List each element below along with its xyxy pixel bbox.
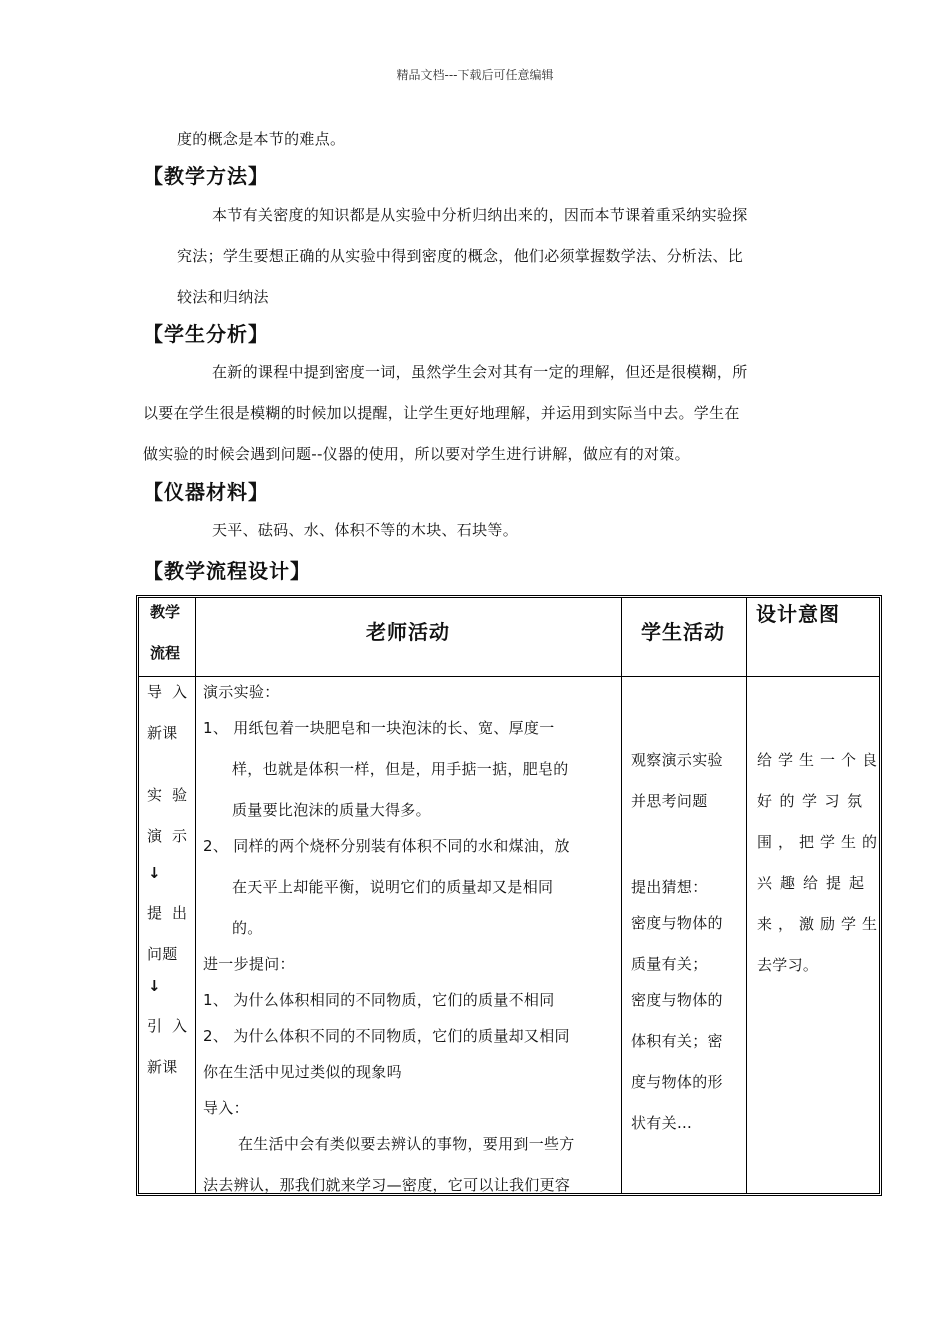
down-arrow-icon: ↓: [148, 977, 161, 995]
student-activity-line: 并思考问题: [631, 792, 708, 810]
process-step: 实验: [147, 786, 198, 804]
student-activity-line: 状有关…: [631, 1114, 693, 1132]
method-line-1: 本节有关密度的知识都是从实验中分析归纳出来的，因而本节课着重采纳实验探: [212, 206, 748, 224]
section-heading-teaching-method: 【教学方法】: [143, 164, 269, 188]
student-activity-line: 密度与物体的: [631, 914, 723, 932]
student-activity-line: 体积有关；密: [631, 1032, 723, 1050]
teacher-activity-line: 质量要比泡沫的质量大得多。: [232, 801, 431, 819]
students-line-1: 在新的课程中提到密度一词，虽然学生会对其有一定的理解，但还是很模糊，所: [212, 363, 748, 381]
teacher-activity-line: 法去辨认，那我们就来学习—密度，它可以让我们更容: [203, 1176, 571, 1194]
method-line-3: 较法和归纳法: [177, 288, 269, 306]
materials-line-1: 天平、砝码、水、体积不等的木块、石块等。: [212, 521, 519, 539]
teacher-activity-line: 2、 为什么体积不同的不同物质，它们的质量却又相同: [203, 1027, 570, 1045]
design-intent-line: 围，把学生的: [757, 833, 884, 851]
design-intent-line: 去学习。: [757, 956, 819, 974]
student-activity-line: 观察演示实验: [631, 751, 723, 769]
process-step: 新课: [147, 1058, 178, 1076]
process-step: 新课: [147, 724, 178, 742]
teacher-activity-line: 导入：: [203, 1099, 249, 1117]
section-heading-materials: 【仪器材料】: [143, 480, 269, 504]
teacher-activity-line: 在生活中会有类似要去辨认的事物，要用到一些方: [238, 1135, 575, 1153]
teacher-activity-line: 的。: [232, 919, 263, 937]
method-line-2: 究法；学生要想正确的从实验中得到密度的概念，他们必须掌握数学法、分析法、比: [177, 247, 744, 265]
process-step: 引入: [147, 1017, 198, 1035]
student-activity-line: 密度与物体的: [631, 991, 723, 1009]
table-header-process-line-1: 教学: [150, 603, 181, 621]
students-line-3: 做实验的时候会遇到问题--仪器的使用，所以要对学生进行讲解，做应有的对策。: [143, 445, 690, 463]
design-intent-line: 兴趣给提起: [757, 874, 873, 892]
teacher-activity-line: 1、 用纸包着一块肥皂和一块泡沫的长、宽、厚度一: [203, 719, 555, 737]
teacher-activity-line: 2、 同样的两个烧杯分别装有体积不同的水和煤油，放: [203, 837, 570, 855]
student-activity-line: 提出猜想：: [631, 878, 708, 896]
intro-paragraph-tail: 度的概念是本节的难点。: [177, 130, 346, 148]
teacher-activity-line: 你在生活中见过类似的现象吗: [203, 1063, 402, 1081]
design-intent-line: 给学生一个良: [757, 751, 884, 769]
process-step: 问题: [147, 945, 178, 963]
students-line-2: 以要在学生很是模糊的时候加以提醒，让学生更好地理解，并运用到实际当中去。学生在: [143, 404, 740, 422]
down-arrow-icon: ↓: [148, 864, 161, 882]
teacher-activity-line: 1、 为什么体积相同的不同物质，它们的质量不相同: [203, 991, 555, 1009]
process-step: 提出: [147, 904, 198, 922]
design-intent-line: 好的学习氛: [757, 792, 870, 810]
table-header-process-line-2: 流程: [150, 644, 181, 662]
page-header: 精品文档---下载后可任意编辑: [396, 68, 554, 82]
student-activity-line: 质量有关；: [631, 955, 708, 973]
teacher-activity-line: 在天平上却能平衡，说明它们的质量却又是相同: [232, 878, 554, 896]
table-header-student-activity: 学生活动: [641, 620, 725, 644]
teacher-activity-line: 进一步提问：: [203, 955, 295, 973]
section-heading-flow-design: 【教学流程设计】: [143, 559, 311, 583]
design-intent-line: 来，激励学生: [757, 915, 884, 933]
table-header-teacher-activity: 老师活动: [366, 620, 450, 644]
process-step: 导入: [147, 683, 198, 701]
section-heading-student-analysis: 【学生分析】: [143, 322, 269, 346]
table-header-design-intent: 设计意图: [756, 602, 840, 626]
process-step: 演示: [147, 827, 198, 845]
teacher-activity-line: 演示实验：: [203, 683, 280, 701]
student-activity-line: 度与物体的形: [631, 1073, 723, 1091]
teacher-activity-line: 样，也就是体积一样，但是，用手掂一掂，肥皂的: [232, 760, 569, 778]
